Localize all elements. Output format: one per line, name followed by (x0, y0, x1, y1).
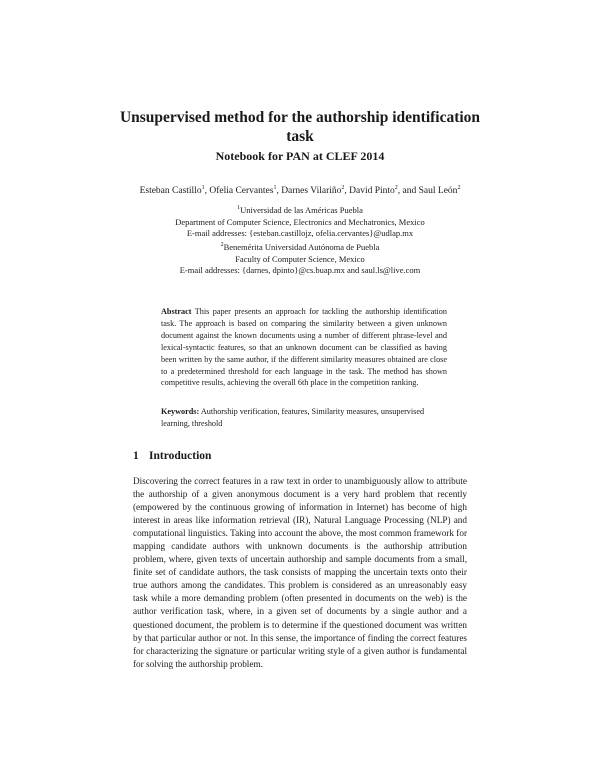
author-separator: , (276, 186, 282, 196)
author-name: Saul León (418, 186, 458, 196)
affiliation-department: Department of Computer Science, Electronics and Mechatronics, Mexico (175, 216, 425, 227)
author-name: Esteban Castillo (139, 186, 202, 196)
abstract-label: Abstract (161, 307, 192, 316)
author-name: Ofelia Cervantes (209, 186, 274, 196)
paper-title (0, 108, 600, 146)
introduction-paragraph: Discovering the correct features in a raw text in order to unambiguously allow to attribute the authorship of a given anonymous document is a very hard problem that recently (empowered by the continuous growing of information in Internet) has become of high interest in areas like information retrieval (IR), Natural Language Processing (NLP) and computational linguistics. Taking into account the above, the most common framework for mapping candidate authors with unknown documents is the authorship attribution problem, where, given texts of uncertain authorship and sample documents from a small, finite set of candidate authors, the task consists of mapping the uncertain texts onto their true authors among the candidates. This problem is considered as an unreasonably easy task while a more demanding problem (often presented in documents on the web) is the author verification task, where, in a given set of documents by a single author and a questioned document, the problem is to determine if the questioned document was written by that particular author or not. In this sense, the importance of finding the correct features for characterizing the signature or particular writing style of a given author is fundamental for solving the authorship problem. (133, 476, 467, 669)
affiliation-mark: 2 (457, 184, 461, 191)
section-heading (133, 450, 211, 462)
abstract-text: This paper presents an approach for tackling the authorship identification task. The approach is based on comparing the similarity between a given unknown document against the known documents using a number of different phrase-level and lexical-syntactic features, so that an unknown document can be classified as having been written by the same author, if the different similarity measures obtained are close to a predetermined threshold for each language in the task. The method has shown competitive results, achieving the overall 6th place in the competition ranking. (161, 307, 447, 388)
affiliation-institution: $^1$Universidad de las Américas Puebla (237, 205, 363, 215)
author-separator: , (204, 186, 210, 196)
affiliation-mark: 2 (341, 184, 345, 191)
affiliation-mark: 2 (220, 242, 224, 249)
title-line-1: Unsupervised method for the authorship identification (119, 109, 481, 126)
keywords-label: Keywords: (161, 407, 200, 416)
affiliation-mark: 1 (273, 184, 277, 191)
affiliation-emails: E-mail addresses: {esteban.castillojz, ofelia.cervantes}@udlap.mx (186, 228, 414, 238)
author-list (0, 185, 600, 197)
affiliation-institution: $^2$Benemérita Universidad Autónoma de Puebla (220, 242, 380, 252)
author-separator: , and (397, 186, 419, 196)
affiliation-block-2 (0, 242, 600, 277)
author-name: Darnes Vilariño (281, 186, 342, 196)
affiliation-mark: 1 (237, 205, 241, 212)
keywords-text: Authorship verification, features, Similarity measures, unsupervised learning, threshold (161, 407, 425, 428)
paper-subtitle: Notebook for PAN at CLEF 2014 (215, 149, 385, 163)
affiliation-department: Faculty of Computer Science, Mexico (235, 253, 365, 264)
author-name: David Pinto (349, 186, 395, 196)
affiliation-emails: E-mail addresses: {darnes, dpinto}@cs.buap.mx and saul.ls@live.com (179, 265, 421, 275)
title-line-2: task (286, 128, 314, 145)
abstract (161, 306, 447, 389)
section-number: 1 (133, 450, 139, 462)
keywords (161, 406, 447, 430)
affiliation-mark: 2 (394, 184, 398, 191)
affiliation-mark: 1 (201, 184, 205, 191)
author-separator: , (344, 186, 350, 196)
affiliation-block-1 (0, 205, 600, 240)
section-title: Introduction (149, 450, 212, 462)
